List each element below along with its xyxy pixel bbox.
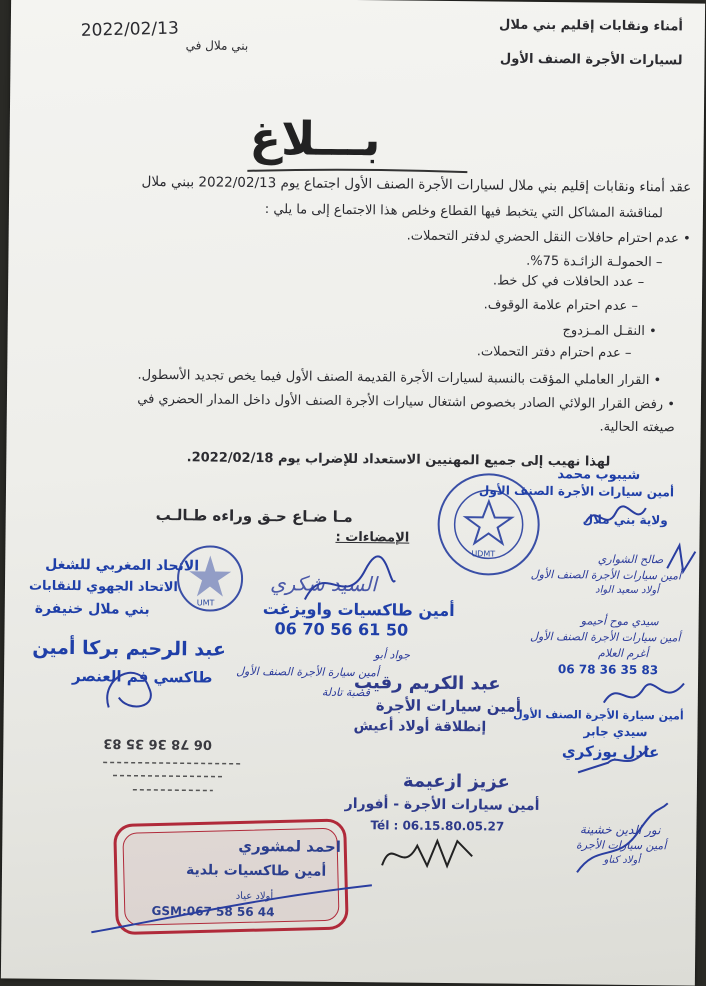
signer-jabir-name: سيدي جابر: [583, 724, 648, 740]
signer-nour-name: نور الدين خشينة: [579, 822, 661, 838]
signer-aouizght-phone: 06 70 56 61 50: [274, 619, 409, 640]
point-3: • القرار العاملي المؤقت بالنسبة لسيارات الأجرة القديمة الصنف الأول فيما يخص تجديد الأسطول.: [137, 367, 662, 389]
signature-sidi: [604, 673, 684, 714]
point-2: • النقـل المـزدوج: [562, 323, 657, 340]
signer-qasba-place: قصبة تادلة: [321, 685, 371, 700]
signer-sidi-place: أغرم العلام: [597, 646, 649, 661]
signer-ahmed-name: احمد لمشوري: [238, 836, 342, 856]
signer-ahmed-place: أولاد عياد: [235, 890, 274, 903]
signer-nour-title: أمين سيارات الأجرة: [576, 838, 667, 853]
signer-abdelkarim-name: عبد الكريم رقيب: [353, 672, 501, 695]
org-line-2: لسيارات الأجرة الصنف الأول: [499, 51, 683, 69]
signer-sidi-title: أمين سيارات الأجرة الصنف الأول: [529, 629, 681, 645]
point-4: • رفض القرار الولائي الصادر بخصوص اشتغال سيارات الأجرة الصنف الأول داخل المدار الحضري في: [137, 391, 675, 413]
signer-aziz-phone: Tél : 06.15.80.05.27: [370, 818, 505, 834]
slogan: مـا ضـاع حـق وراءه طـالـب: [155, 505, 353, 526]
signer-abdelrahim-place: طاكسي فم العنصر: [71, 667, 213, 687]
signer-qasba-title: أمين سيارة الأجرة الصنف الأول: [236, 664, 380, 680]
point-1: • عدم احترام حافلات النقل الحضري لدفتر التحملات.: [406, 228, 691, 247]
signer-aouizght-name: السيد شكري: [269, 571, 378, 597]
signature-abdelrahim: [99, 657, 170, 718]
signer-qasba-name: جواد أبو: [374, 648, 411, 662]
signer-salah-name: صالح الشواري: [597, 552, 664, 567]
signer-sidi-phone: 06 78 36 35 83: [557, 662, 659, 678]
point-4-cont: صيغته الحالية.: [599, 419, 675, 436]
signer-abdelkarim-place: إنطلاقة أولاد أعيش: [353, 718, 487, 736]
signer-ahmed-phone: GSM:067 58 56 44: [151, 903, 275, 920]
place-label: بني ملال في: [185, 38, 249, 53]
udmt-stamp-label: UDMT: [471, 549, 496, 559]
signer-nour-place: أولاد كناو: [603, 854, 641, 867]
signer-jabir-name2: عادل بوزكري: [561, 742, 660, 762]
inverted-scribble: [103, 757, 243, 798]
inverted-phone: 06 78 36 35 83: [103, 735, 212, 752]
signer-chaiboub-place: ولاية بني ملال: [582, 512, 668, 528]
signature-nour: [577, 802, 668, 883]
signer-chaiboub-name: شيبوب محمد: [557, 467, 641, 484]
signatures-label: الإمضاءات :: [335, 529, 410, 546]
signature-aziz: [382, 835, 477, 876]
signer-salah-place: أولاد سعيد الواد: [595, 584, 660, 597]
signer-jabir-title: أمين سيارة الأجرة الصنف الأول: [513, 707, 684, 723]
document-page: [1, 0, 705, 986]
point-1c: – عدم احترام علامة الوقوف.: [483, 297, 639, 314]
umt-stamp-label: UMT: [196, 598, 215, 608]
signer-aziz-title: أمين سيارات الأجرة - أفورار: [344, 795, 540, 814]
signature-chaiboub: [586, 502, 646, 533]
signature-aouizght: [305, 560, 396, 611]
union-line-1: الاتحاد المغربي للشغل: [45, 556, 200, 575]
page-title: بـــلاغ: [249, 110, 381, 167]
signer-abdelkarim-title: أمين سيارات الأجرة: [375, 696, 522, 716]
signer-abdelrahim-name: عبد الرحيم بركا أمين: [32, 636, 227, 661]
signer-aziz-name: عزيز ازعيمة: [402, 770, 510, 793]
point-2a: – عدم احترام دفتر التحملات.: [476, 344, 632, 361]
signature-salah: [665, 543, 699, 573]
signer-salah-title: أمين سيارات الأجرة الصنف الأول: [530, 567, 682, 583]
point-1a: – الحمولـة الزائـدة 75%.: [526, 253, 663, 271]
union-line-3: بني ملال خنيفرة: [34, 600, 150, 618]
header-date: 2022/02/13: [80, 18, 180, 41]
org-line-1: أمناء ونقابات إقليم بني ملال: [499, 17, 683, 35]
intro-line-2: لمناقشة المشاكل التي يتخبط فيها القطاع وخلص هذا الاجتماع إلى ما يلي :: [264, 202, 663, 222]
signer-ahmed-title: أمين طاكسيات بلدية: [185, 862, 327, 880]
signature-jabir: [578, 742, 648, 778]
point-1b: – عدد الحافلات في كل خط.: [492, 273, 645, 291]
strike-call: لهذا نهيب إلى جميع المهنيين الاستعداد للإضراب يوم 2022/02/18.: [186, 450, 611, 470]
signer-sidi-name: سيدي موح أحيمو: [580, 614, 659, 629]
scribble-lines: [91, 877, 372, 940]
intro-line-1: عقد أمناء ونقابات إقليم بني ملال لسيارات الأجرة الصنف الأول اجتماع يوم 2022/02/13 ببني ملال: [141, 173, 692, 196]
signer-aouizght-title: أمين طاكسيات واويزغت: [262, 599, 455, 621]
union-line-2: الاتحاد الجهوي للنقابات: [28, 578, 178, 596]
signer-chaiboub-title: أمين سيارات الأجرة الصنف الأول: [478, 483, 675, 500]
